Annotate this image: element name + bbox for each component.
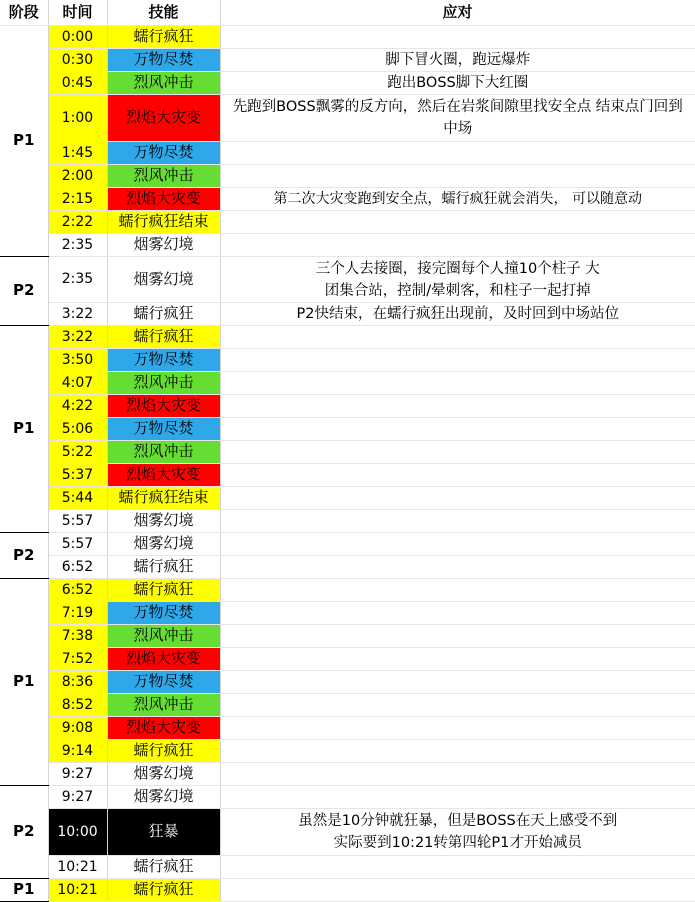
time-cell: 2:00 [48, 165, 107, 188]
time-cell: 9:08 [48, 717, 107, 740]
skill-cell: 烟雾幻境 [107, 533, 220, 556]
table-row [0, 95, 695, 142]
response-cell: 脚下冒火圈，跑远爆炸 [220, 49, 695, 72]
time-cell: 3:50 [48, 349, 107, 372]
response-cell: 虽然是10分钟就狂暴，但是BOSS在天上感受不到 实际要到10:21转第四轮P1才开始减员 [220, 809, 695, 856]
skill-cell: 蠕行疯狂 [107, 879, 220, 902]
skill-cell: 蠕行疯狂结束 [107, 487, 220, 510]
table-row [0, 533, 695, 556]
time-cell: 8:36 [48, 671, 107, 694]
response-cell [220, 625, 695, 648]
response-cell: 三个人去接圈，接完圈每个人撞10个柱子 大团集合站，控制/晕刺客，和柱子一起打掉 [220, 257, 695, 303]
header-phase: 阶段 [0, 0, 48, 26]
phase-cell: P1 [0, 326, 48, 533]
table-row [0, 441, 695, 464]
phase-cell: P2 [0, 533, 48, 579]
response-cell [220, 441, 695, 464]
response-cell: P2快结束，在蠕行疯狂出现前，及时回到中场站位 [220, 303, 695, 326]
skill-cell: 烟雾幻境 [107, 510, 220, 533]
table-row [0, 395, 695, 418]
table-row [0, 165, 695, 188]
table-row [0, 464, 695, 487]
skill-cell: 万物尽焚 [107, 49, 220, 72]
skill-cell: 烟雾幻境 [107, 786, 220, 809]
time-cell: 0:00 [48, 26, 107, 49]
skill-cell: 烈焰大灾变 [107, 95, 220, 142]
skill-cell: 万物尽焚 [107, 602, 220, 625]
skill-cell: 烈焰大灾变 [107, 464, 220, 487]
response-cell [220, 418, 695, 441]
table-row [0, 786, 695, 809]
time-cell: 3:22 [48, 326, 107, 349]
table-row [0, 856, 695, 879]
time-cell: 1:45 [48, 142, 107, 165]
response-cell [220, 349, 695, 372]
table-row [0, 326, 695, 349]
skill-cell: 蠕行疯狂 [107, 556, 220, 579]
skill-cell: 蠕行疯狂 [107, 856, 220, 879]
time-cell: 9:27 [48, 786, 107, 809]
time-cell: 3:22 [48, 303, 107, 326]
time-cell: 5:06 [48, 418, 107, 441]
skill-cell: 烈风冲击 [107, 372, 220, 395]
skill-cell: 烟雾幻境 [107, 763, 220, 786]
skill-cell: 烈风冲击 [107, 625, 220, 648]
time-cell: 7:52 [48, 648, 107, 671]
skill-cell: 蠕行疯狂 [107, 26, 220, 49]
skill-cell: 蠕行疯狂结束 [107, 211, 220, 234]
response-cell: 跑出BOSS脚下大红圈 [220, 72, 695, 95]
table-row [0, 717, 695, 740]
skill-cell: 蠕行疯狂 [107, 579, 220, 602]
skill-cell: 烈风冲击 [107, 694, 220, 717]
phase-cell: P1 [0, 26, 48, 257]
skill-cell: 蠕行疯狂 [107, 326, 220, 349]
response-cell [220, 165, 695, 188]
table-row [0, 188, 695, 211]
response-cell [220, 326, 695, 349]
time-cell: 10:21 [48, 856, 107, 879]
response-cell [220, 671, 695, 694]
table-row [0, 763, 695, 786]
skill-cell: 万物尽焚 [107, 418, 220, 441]
phase-cell: P2 [0, 786, 48, 879]
skill-cell: 万物尽焚 [107, 671, 220, 694]
response-cell [220, 211, 695, 234]
table-row [0, 740, 695, 763]
response-cell [220, 856, 695, 879]
header-time: 时间 [48, 0, 107, 26]
response-cell [220, 487, 695, 510]
phase-cell: P1 [0, 579, 48, 786]
table-row [0, 556, 695, 579]
skill-cell: 烈风冲击 [107, 441, 220, 464]
table-row [0, 579, 695, 602]
skill-cell: 烈焰大灾变 [107, 648, 220, 671]
skill-cell: 蠕行疯狂 [107, 303, 220, 326]
response-cell [220, 556, 695, 579]
response-cell [220, 648, 695, 671]
skill-cell: 烈焰大灾变 [107, 717, 220, 740]
skill-cell: 万物尽焚 [107, 142, 220, 165]
table-row [0, 671, 695, 694]
response-cell: 先跑到BOSS飘雾的反方向，然后在岩浆间隙里找安全点 结束点门回到中场 [220, 95, 695, 142]
skill-cell: 烟雾幻境 [107, 234, 220, 257]
time-cell: 9:27 [48, 763, 107, 786]
time-cell: 9:14 [48, 740, 107, 763]
time-cell: 10:21 [48, 879, 107, 902]
response-cell [220, 786, 695, 809]
time-cell: 4:07 [48, 372, 107, 395]
time-cell: 5:44 [48, 487, 107, 510]
table-row [0, 625, 695, 648]
phase-cell: P2 [0, 257, 48, 326]
time-cell: 0:30 [48, 49, 107, 72]
response-cell [220, 602, 695, 625]
skill-cell: 烈焰大灾变 [107, 395, 220, 418]
header-row [0, 0, 695, 26]
response-cell [220, 372, 695, 395]
table-row [0, 694, 695, 717]
response-cell [220, 142, 695, 165]
skill-cell: 烈焰大灾变 [107, 188, 220, 211]
phase-cell: P1 [0, 879, 48, 902]
response-cell [220, 579, 695, 602]
header-response: 应对 [220, 0, 695, 26]
time-cell: 5:37 [48, 464, 107, 487]
time-cell: 5:22 [48, 441, 107, 464]
table-row [0, 510, 695, 533]
time-cell: 0:45 [48, 72, 107, 95]
time-cell: 5:57 [48, 533, 107, 556]
table-row [0, 257, 695, 303]
response-cell [220, 879, 695, 902]
table-row [0, 809, 695, 856]
table-row [0, 211, 695, 234]
time-cell: 2:35 [48, 234, 107, 257]
table-row [0, 303, 695, 326]
response-cell [220, 510, 695, 533]
table-row [0, 234, 695, 257]
response-cell: 第二次大灾变跑到安全点，蠕行疯狂就会消失， 可以随意动 [220, 188, 695, 211]
response-cell [220, 763, 695, 786]
table-row [0, 349, 695, 372]
response-cell [220, 464, 695, 487]
response-cell [220, 533, 695, 556]
table-row [0, 879, 695, 902]
response-cell [220, 26, 695, 49]
response-cell [220, 234, 695, 257]
table-row [0, 72, 695, 95]
time-cell: 5:57 [48, 510, 107, 533]
time-cell: 2:15 [48, 188, 107, 211]
header-skill: 技能 [107, 0, 220, 26]
response-cell [220, 395, 695, 418]
skill-cell: 烈风冲击 [107, 165, 220, 188]
response-cell [220, 694, 695, 717]
table-row [0, 418, 695, 441]
time-cell: 4:22 [48, 395, 107, 418]
time-cell: 2:35 [48, 257, 107, 303]
table-row [0, 372, 695, 395]
table-row [0, 49, 695, 72]
time-cell: 7:38 [48, 625, 107, 648]
response-cell [220, 717, 695, 740]
time-cell: 10:00 [48, 809, 107, 856]
response-cell [220, 740, 695, 763]
time-cell: 7:19 [48, 602, 107, 625]
time-cell: 6:52 [48, 579, 107, 602]
time-cell: 8:52 [48, 694, 107, 717]
skill-cell: 蠕行疯狂 [107, 740, 220, 763]
table-row [0, 26, 695, 49]
skill-cell: 狂暴 [107, 809, 220, 856]
skill-cell: 烟雾幻境 [107, 257, 220, 303]
table-row [0, 487, 695, 510]
time-cell: 1:00 [48, 95, 107, 142]
table-row [0, 602, 695, 625]
skill-cell: 烈风冲击 [107, 72, 220, 95]
time-cell: 2:22 [48, 211, 107, 234]
time-cell: 6:52 [48, 556, 107, 579]
table-row [0, 142, 695, 165]
table-row [0, 648, 695, 671]
skill-cell: 万物尽焚 [107, 349, 220, 372]
